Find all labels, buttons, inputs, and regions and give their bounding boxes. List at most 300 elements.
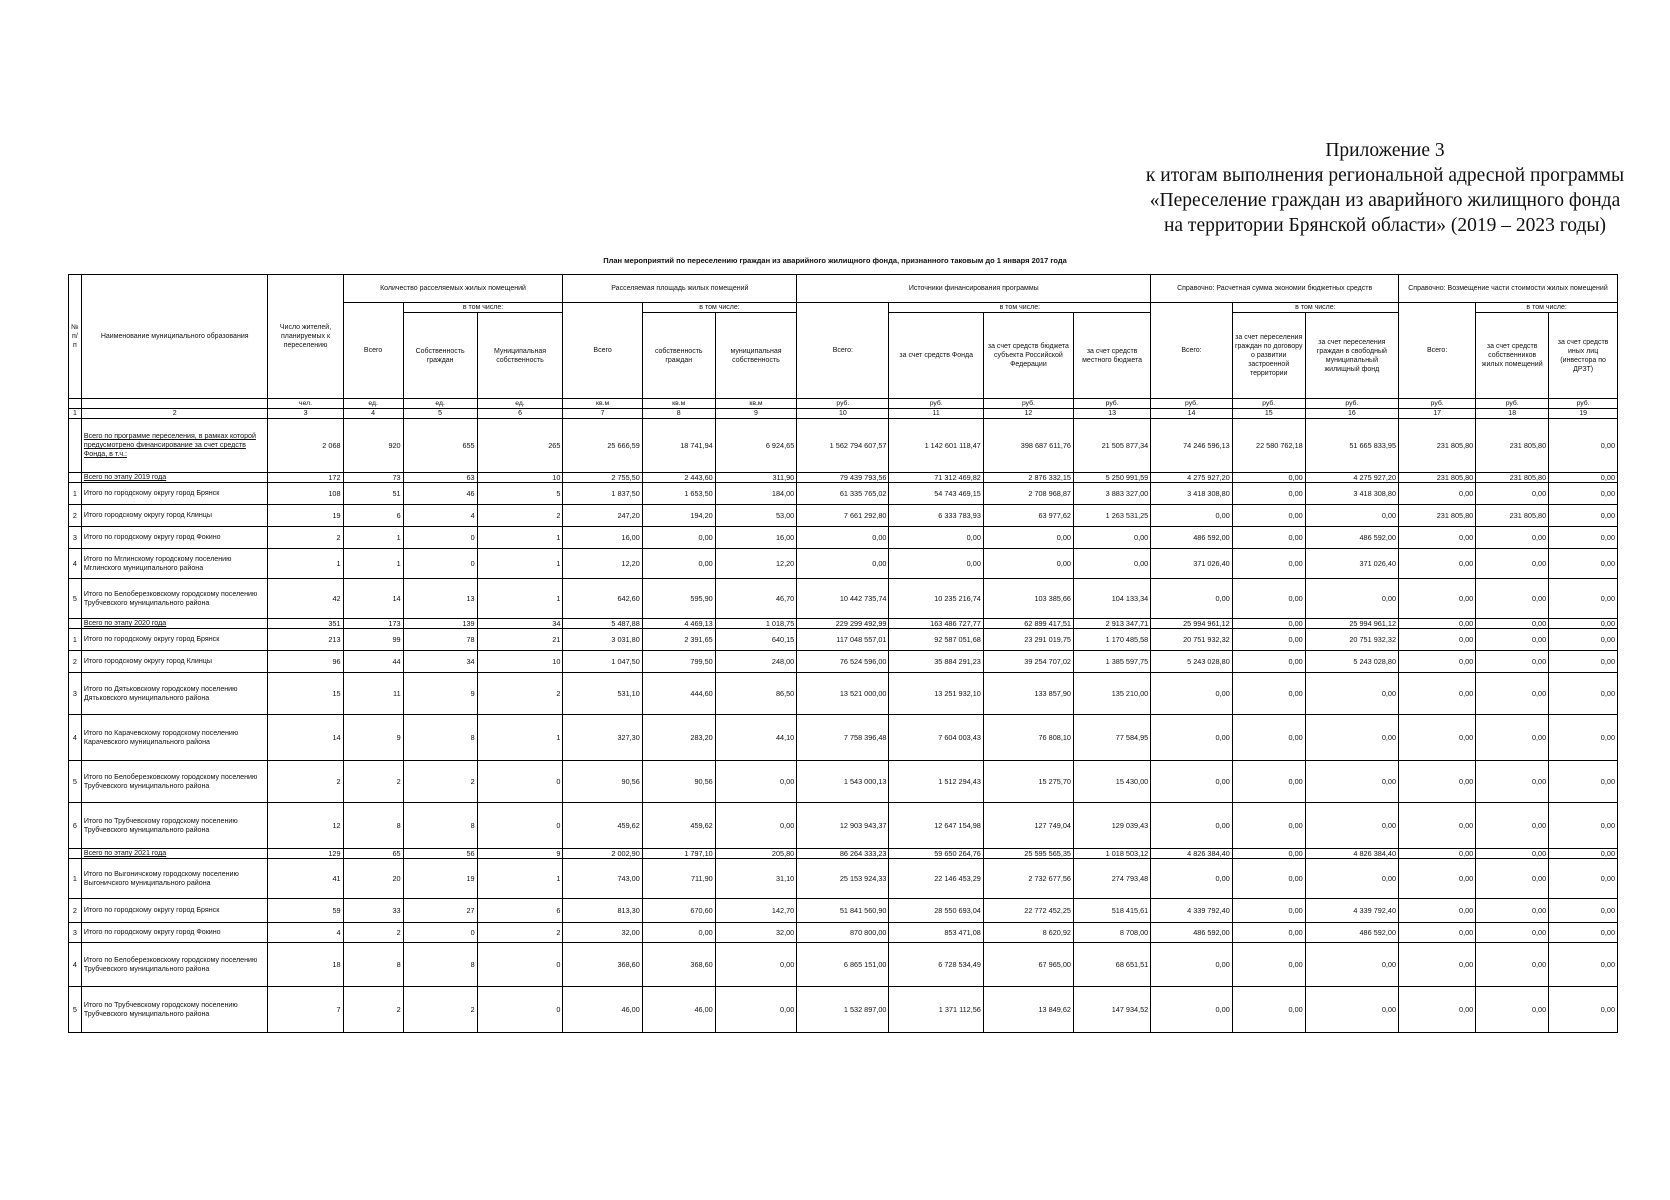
value-cell: 670,60: [642, 899, 715, 923]
value-cell: 4 275 927,20: [1305, 473, 1398, 483]
unit-cell: руб.: [1549, 399, 1618, 409]
value-cell: 0,00: [1549, 923, 1618, 943]
value-cell: 41: [268, 859, 343, 899]
value-cell: 46: [403, 483, 477, 505]
value-cell: 14: [268, 715, 343, 761]
value-cell: 73: [343, 473, 403, 483]
value-cell: 129: [268, 849, 343, 859]
value-cell: 0,00: [1476, 715, 1549, 761]
row-number: 4: [69, 549, 82, 579]
value-cell: 0,00: [1232, 579, 1305, 619]
header-col8: собственность граждан: [642, 313, 715, 399]
appendix-heading: [1125, 138, 1645, 238]
row-number: 2: [69, 505, 82, 527]
value-cell: 231 805,80: [1399, 473, 1476, 483]
value-cell: 18: [268, 943, 343, 987]
value-cell: 0,00: [1305, 761, 1398, 803]
value-cell: 853 471,08: [889, 923, 983, 943]
table-row: [69, 761, 1618, 803]
value-cell: 129 039,43: [1073, 803, 1150, 849]
value-cell: 0,00: [715, 761, 797, 803]
value-cell: 1 653,50: [642, 483, 715, 505]
value-cell: 3 418 308,80: [1305, 483, 1398, 505]
value-cell: 1 047,50: [563, 651, 642, 673]
value-cell: 5 243 028,80: [1151, 651, 1233, 673]
row-name: Итого по Выгоничскому городскому поселению Выгоничского муниципального района: [81, 859, 268, 899]
value-cell: 486 592,00: [1305, 923, 1398, 943]
value-cell: 0,00: [1151, 803, 1233, 849]
value-cell: 0: [477, 761, 563, 803]
value-cell: 1 371 112,56: [889, 987, 983, 1033]
table-row: [69, 715, 1618, 761]
value-cell: 12 903 943,37: [797, 803, 889, 849]
unit-cell: чел.: [268, 399, 343, 409]
value-cell: 0,00: [642, 549, 715, 579]
value-cell: 10: [477, 651, 563, 673]
value-cell: 76 808,10: [983, 715, 1073, 761]
value-cell: 12,20: [715, 549, 797, 579]
value-cell: 0,00: [1549, 473, 1618, 483]
value-cell: 0,00: [1549, 761, 1618, 803]
value-cell: 86,50: [715, 673, 797, 715]
value-cell: 0,00: [1399, 803, 1476, 849]
row-number: 3: [69, 923, 82, 943]
value-cell: 12: [268, 803, 343, 849]
value-cell: 172: [268, 473, 343, 483]
value-cell: 0,00: [1476, 899, 1549, 923]
value-cell: 3 031,80: [563, 629, 642, 651]
value-cell: 59 650 264,76: [889, 849, 983, 859]
header-col6: Муниципальная собственность: [477, 313, 563, 399]
value-cell: 0: [403, 923, 477, 943]
value-cell: 0,00: [1476, 859, 1549, 899]
value-cell: 231 805,80: [1399, 505, 1476, 527]
row-name: Всего по этапу 2021 года: [81, 849, 268, 859]
value-cell: 108: [268, 483, 343, 505]
value-cell: 0,00: [1549, 651, 1618, 673]
value-cell: 486 592,00: [1151, 527, 1233, 549]
row-number: 1: [69, 859, 82, 899]
value-cell: 0,00: [1305, 943, 1398, 987]
row-name: Итого по Карачевскому городскому поселению Карачевского муниципального района: [81, 715, 268, 761]
value-cell: 56: [403, 849, 477, 859]
header-incl: в том числе:: [642, 303, 796, 313]
value-cell: 229 299 492,99: [797, 619, 889, 629]
value-cell: 7 661 292,80: [797, 505, 889, 527]
value-cell: 0,00: [1549, 859, 1618, 899]
value-cell: 8: [403, 943, 477, 987]
value-cell: 8: [343, 803, 403, 849]
value-cell: 4: [268, 923, 343, 943]
row-name: Всего по этапу 2020 года: [81, 619, 268, 629]
value-cell: 35 884 291,23: [889, 651, 983, 673]
unit-cell: руб.: [1232, 399, 1305, 409]
value-cell: 117 048 557,01: [797, 629, 889, 651]
table-row: [69, 673, 1618, 715]
header-col10: Всего:: [797, 303, 889, 399]
value-cell: 7 758 396,48: [797, 715, 889, 761]
value-cell: 5 487,88: [563, 619, 642, 629]
value-cell: 0,00: [1476, 629, 1549, 651]
row-name: Итого по Мглинскому городскому поселению Мглинского муниципального района: [81, 549, 268, 579]
value-cell: 22 580 762,18: [1232, 419, 1305, 473]
value-cell: 1: [477, 859, 563, 899]
value-cell: 0,00: [1476, 923, 1549, 943]
value-cell: 1: [343, 549, 403, 579]
value-cell: 21: [477, 629, 563, 651]
value-cell: 86 264 333,23: [797, 849, 889, 859]
value-cell: 7 604 003,43: [889, 715, 983, 761]
header-name: Наименование муниципального образования: [81, 275, 268, 399]
column-number-cell: 12: [983, 409, 1073, 419]
value-cell: 133 857,90: [983, 673, 1073, 715]
table-body: [69, 419, 1618, 1033]
value-cell: 655: [403, 419, 477, 473]
units-row: [69, 399, 1618, 409]
value-cell: 0,00: [797, 549, 889, 579]
value-cell: 0,00: [1399, 761, 1476, 803]
value-cell: 2: [403, 987, 477, 1033]
value-cell: 1: [343, 527, 403, 549]
value-cell: 518 415,61: [1073, 899, 1150, 923]
value-cell: 1 543 000,13: [797, 761, 889, 803]
value-cell: 870 800,00: [797, 923, 889, 943]
value-cell: 0,00: [1399, 943, 1476, 987]
row-name: Итого по Белоберезковскому городскому поселению Трубчевского муниципального района: [81, 761, 268, 803]
value-cell: 32,00: [563, 923, 642, 943]
value-cell: 4 826 384,40: [1305, 849, 1398, 859]
value-cell: 13: [403, 579, 477, 619]
value-cell: 2: [268, 527, 343, 549]
value-cell: 90,56: [563, 761, 642, 803]
table-row: [69, 549, 1618, 579]
value-cell: 13 251 932,10: [889, 673, 983, 715]
value-cell: 25 994 961,12: [1151, 619, 1233, 629]
value-cell: 6 333 783,93: [889, 505, 983, 527]
value-cell: 147 934,52: [1073, 987, 1150, 1033]
row-number: 1: [69, 629, 82, 651]
value-cell: 0,00: [1476, 619, 1549, 629]
value-cell: 32,00: [715, 923, 797, 943]
value-cell: 10: [477, 473, 563, 483]
value-cell: 0,00: [1399, 527, 1476, 549]
value-cell: 194,20: [642, 505, 715, 527]
row-number: [69, 849, 82, 859]
column-number-cell: 14: [1151, 409, 1233, 419]
value-cell: 61 335 765,02: [797, 483, 889, 505]
value-cell: 2: [343, 923, 403, 943]
value-cell: 231 805,80: [1399, 419, 1476, 473]
header-col18: за счет средств собственников жилых помещений: [1476, 313, 1549, 399]
value-cell: 14: [343, 579, 403, 619]
value-cell: 0,00: [1232, 761, 1305, 803]
value-cell: 2 391,65: [642, 629, 715, 651]
value-cell: 65: [343, 849, 403, 859]
row-number: [69, 419, 82, 473]
value-cell: 213: [268, 629, 343, 651]
value-cell: 0,00: [1549, 803, 1618, 849]
value-cell: 0,00: [1399, 619, 1476, 629]
value-cell: 4 469,13: [642, 619, 715, 629]
value-cell: 0,00: [1232, 803, 1305, 849]
unit-cell: ед.: [403, 399, 477, 409]
value-cell: 0,00: [1232, 987, 1305, 1033]
value-cell: 42: [268, 579, 343, 619]
value-cell: 1 263 531,25: [1073, 505, 1150, 527]
value-cell: 205,80: [715, 849, 797, 859]
value-cell: 371 026,40: [1151, 549, 1233, 579]
table-row: [69, 483, 1618, 505]
value-cell: 25 595 565,35: [983, 849, 1073, 859]
row-number: 2: [69, 899, 82, 923]
value-cell: 371 026,40: [1305, 549, 1398, 579]
value-cell: 0,00: [889, 527, 983, 549]
value-cell: 5: [477, 483, 563, 505]
value-cell: 163 486 727,77: [889, 619, 983, 629]
value-cell: 53,00: [715, 505, 797, 527]
value-cell: 67 965,00: [983, 943, 1073, 987]
value-cell: 2: [403, 761, 477, 803]
table-row: [69, 473, 1618, 483]
value-cell: 0: [477, 943, 563, 987]
value-cell: 0,00: [1232, 527, 1305, 549]
value-cell: 0,00: [1399, 549, 1476, 579]
column-number-cell: 17: [1399, 409, 1476, 419]
value-cell: 1 018,75: [715, 619, 797, 629]
table-row: [69, 505, 1618, 527]
unit-cell: руб.: [1073, 399, 1150, 409]
value-cell: 0,00: [1232, 899, 1305, 923]
row-number: [69, 473, 82, 483]
value-cell: 184,00: [715, 483, 797, 505]
value-cell: 0,00: [1232, 849, 1305, 859]
value-cell: 142,70: [715, 899, 797, 923]
value-cell: 0,00: [1305, 859, 1398, 899]
table-row: [69, 527, 1618, 549]
value-cell: 0: [477, 987, 563, 1033]
value-cell: 0,00: [1151, 579, 1233, 619]
value-cell: 0,00: [1232, 473, 1305, 483]
value-cell: 9: [477, 849, 563, 859]
value-cell: 63 977,62: [983, 505, 1073, 527]
value-cell: 0,00: [1549, 419, 1618, 473]
value-cell: 0,00: [1476, 651, 1549, 673]
value-cell: 0,00: [1549, 715, 1618, 761]
value-cell: 0,00: [1232, 651, 1305, 673]
value-cell: 1 562 794 607,57: [797, 419, 889, 473]
value-cell: 247,20: [563, 505, 642, 527]
unit-cell: руб.: [889, 399, 983, 409]
value-cell: 1: [268, 549, 343, 579]
value-cell: 4 275 927,20: [1151, 473, 1233, 483]
value-cell: 1 797,10: [642, 849, 715, 859]
value-cell: 6: [477, 899, 563, 923]
value-cell: 0,00: [1073, 527, 1150, 549]
unit-cell: руб.: [797, 399, 889, 409]
row-number: 3: [69, 673, 82, 715]
column-number-cell: 19: [1549, 409, 1618, 419]
value-cell: 15: [268, 673, 343, 715]
value-cell: 8 708,00: [1073, 923, 1150, 943]
header-no: № п/ п: [69, 275, 82, 399]
header-incl: в том числе:: [1476, 303, 1618, 313]
row-name: Итого по городскому округу город Фокино: [81, 923, 268, 943]
value-cell: 0: [403, 527, 477, 549]
row-number: 4: [69, 715, 82, 761]
value-cell: 0: [403, 549, 477, 579]
table-caption: План мероприятий по переселению граждан из аварийного жилищного фонда, признанного таковым до 1 января 2017 года: [603, 256, 1067, 265]
value-cell: 16,00: [563, 527, 642, 549]
value-cell: 0,00: [1232, 673, 1305, 715]
value-cell: 39 254 707,02: [983, 651, 1073, 673]
appendix-line: на территории Брянской области» (2019 – 2023 годы): [1163, 215, 1607, 236]
value-cell: 2 068: [268, 419, 343, 473]
column-number-cell: 8: [642, 409, 715, 419]
value-cell: 13 849,62: [983, 987, 1073, 1033]
value-cell: 0,00: [1549, 549, 1618, 579]
value-cell: 23 291 019,75: [983, 629, 1073, 651]
value-cell: 0,00: [1549, 629, 1618, 651]
value-cell: 0,00: [1399, 859, 1476, 899]
value-cell: 127 749,04: [983, 803, 1073, 849]
value-cell: 1 837,50: [563, 483, 642, 505]
value-cell: 0,00: [1305, 803, 1398, 849]
value-cell: 1: [477, 527, 563, 549]
column-number-cell: 11: [889, 409, 983, 419]
appendix-line: к итогам выполнения региональной адресной программы: [1145, 165, 1625, 186]
value-cell: 2: [477, 505, 563, 527]
value-cell: 2: [268, 761, 343, 803]
value-cell: 0,00: [1549, 483, 1618, 505]
unit-cell: ед.: [343, 399, 403, 409]
value-cell: 0,00: [1232, 923, 1305, 943]
value-cell: 595,90: [642, 579, 715, 619]
value-cell: 0,00: [642, 527, 715, 549]
value-cell: 44: [343, 651, 403, 673]
value-cell: 231 805,80: [1476, 419, 1549, 473]
column-number-cell: 18: [1476, 409, 1549, 419]
value-cell: 0,00: [1232, 549, 1305, 579]
value-cell: 78: [403, 629, 477, 651]
row-name: Итого по городскому округу город Брянск: [81, 899, 268, 923]
value-cell: 2: [477, 673, 563, 715]
value-cell: 10 442 735,74: [797, 579, 889, 619]
column-number-cell: 10: [797, 409, 889, 419]
value-cell: 0,00: [1073, 549, 1150, 579]
value-cell: 0,00: [1151, 505, 1233, 527]
column-number-cell: 6: [477, 409, 563, 419]
value-cell: 0,00: [1549, 943, 1618, 987]
value-cell: 0,00: [1476, 579, 1549, 619]
value-cell: 11: [343, 673, 403, 715]
value-cell: 0,00: [1151, 987, 1233, 1033]
value-cell: 0,00: [1549, 849, 1618, 859]
column-number-cell: 1: [69, 409, 82, 419]
unit-cell: кв.м: [563, 399, 642, 409]
value-cell: 0,00: [1151, 943, 1233, 987]
value-cell: 0,00: [1476, 673, 1549, 715]
value-cell: 283,20: [642, 715, 715, 761]
header-group-units: Количество расселяемых жилых помещений: [343, 275, 563, 303]
header-incl: в том числе:: [403, 303, 563, 313]
value-cell: 0,00: [1232, 619, 1305, 629]
value-cell: 2 443,60: [642, 473, 715, 483]
value-cell: 531,10: [563, 673, 642, 715]
value-cell: 0,00: [715, 987, 797, 1033]
value-cell: 0,00: [1232, 943, 1305, 987]
row-name: Итого по городскому округу город Фокино: [81, 527, 268, 549]
value-cell: 15 430,00: [1073, 761, 1150, 803]
value-cell: 0,00: [1476, 549, 1549, 579]
row-number: 6: [69, 803, 82, 849]
table-row: [69, 419, 1618, 473]
value-cell: 77 584,95: [1073, 715, 1150, 761]
row-name: Итого по Белоберезковскому городскому поселению Трубчевского муниципального района: [81, 943, 268, 987]
value-cell: 3 883 327,00: [1073, 483, 1150, 505]
row-number: 2: [69, 651, 82, 673]
unit-cell: руб.: [1305, 399, 1398, 409]
value-cell: 3 418 308,80: [1151, 483, 1233, 505]
value-cell: 12 647 154,98: [889, 803, 983, 849]
value-cell: 444,60: [642, 673, 715, 715]
value-cell: 51 665 833,95: [1305, 419, 1398, 473]
value-cell: 368,60: [563, 943, 642, 987]
value-cell: 0,00: [1305, 673, 1398, 715]
header-col15: за счет переселения граждан по договору о развитии застроенной территории: [1232, 313, 1305, 399]
value-cell: 2 002,90: [563, 849, 642, 859]
value-cell: 51 841 560,90: [797, 899, 889, 923]
row-number: 5: [69, 761, 82, 803]
header-col12: за счет средств бюджета субъекта Российской Федерации: [983, 313, 1073, 399]
value-cell: 813,30: [563, 899, 642, 923]
value-cell: 13 521 000,00: [797, 673, 889, 715]
value-cell: 0,00: [1232, 483, 1305, 505]
value-cell: 0,00: [1549, 899, 1618, 923]
value-cell: 0,00: [1399, 483, 1476, 505]
value-cell: 0,00: [1232, 715, 1305, 761]
value-cell: 18 741,94: [642, 419, 715, 473]
header-col14: Всего:: [1151, 303, 1233, 399]
row-name: Итого по Трубчевскому городскому поселению Трубчевского муниципального района: [81, 803, 268, 849]
value-cell: 25 994 961,12: [1305, 619, 1398, 629]
value-cell: 459,62: [642, 803, 715, 849]
unit-cell: кв.м: [642, 399, 715, 409]
value-cell: 0,00: [1476, 987, 1549, 1033]
value-cell: 351: [268, 619, 343, 629]
value-cell: 6: [343, 505, 403, 527]
table-row: [69, 629, 1618, 651]
value-cell: 0,00: [1399, 673, 1476, 715]
value-cell: 5 243 028,80: [1305, 651, 1398, 673]
value-cell: 1 018 503,12: [1073, 849, 1150, 859]
value-cell: 9: [403, 673, 477, 715]
unit-cell: руб.: [1476, 399, 1549, 409]
value-cell: 20 751 932,32: [1305, 629, 1398, 651]
table-row: [69, 899, 1618, 923]
value-cell: 31,10: [715, 859, 797, 899]
resettlement-table: [68, 274, 1618, 1033]
value-cell: 0,00: [1549, 505, 1618, 527]
value-cell: 2 732 677,56: [983, 859, 1073, 899]
value-cell: 2 913 347,71: [1073, 619, 1150, 629]
unit-cell: кв.м: [715, 399, 797, 409]
value-cell: 642,60: [563, 579, 642, 619]
value-cell: 7: [268, 987, 343, 1033]
header-incl: в том числе:: [889, 303, 1151, 313]
table-row: [69, 803, 1618, 849]
value-cell: 1 170 485,58: [1073, 629, 1150, 651]
value-cell: 0,00: [1476, 527, 1549, 549]
